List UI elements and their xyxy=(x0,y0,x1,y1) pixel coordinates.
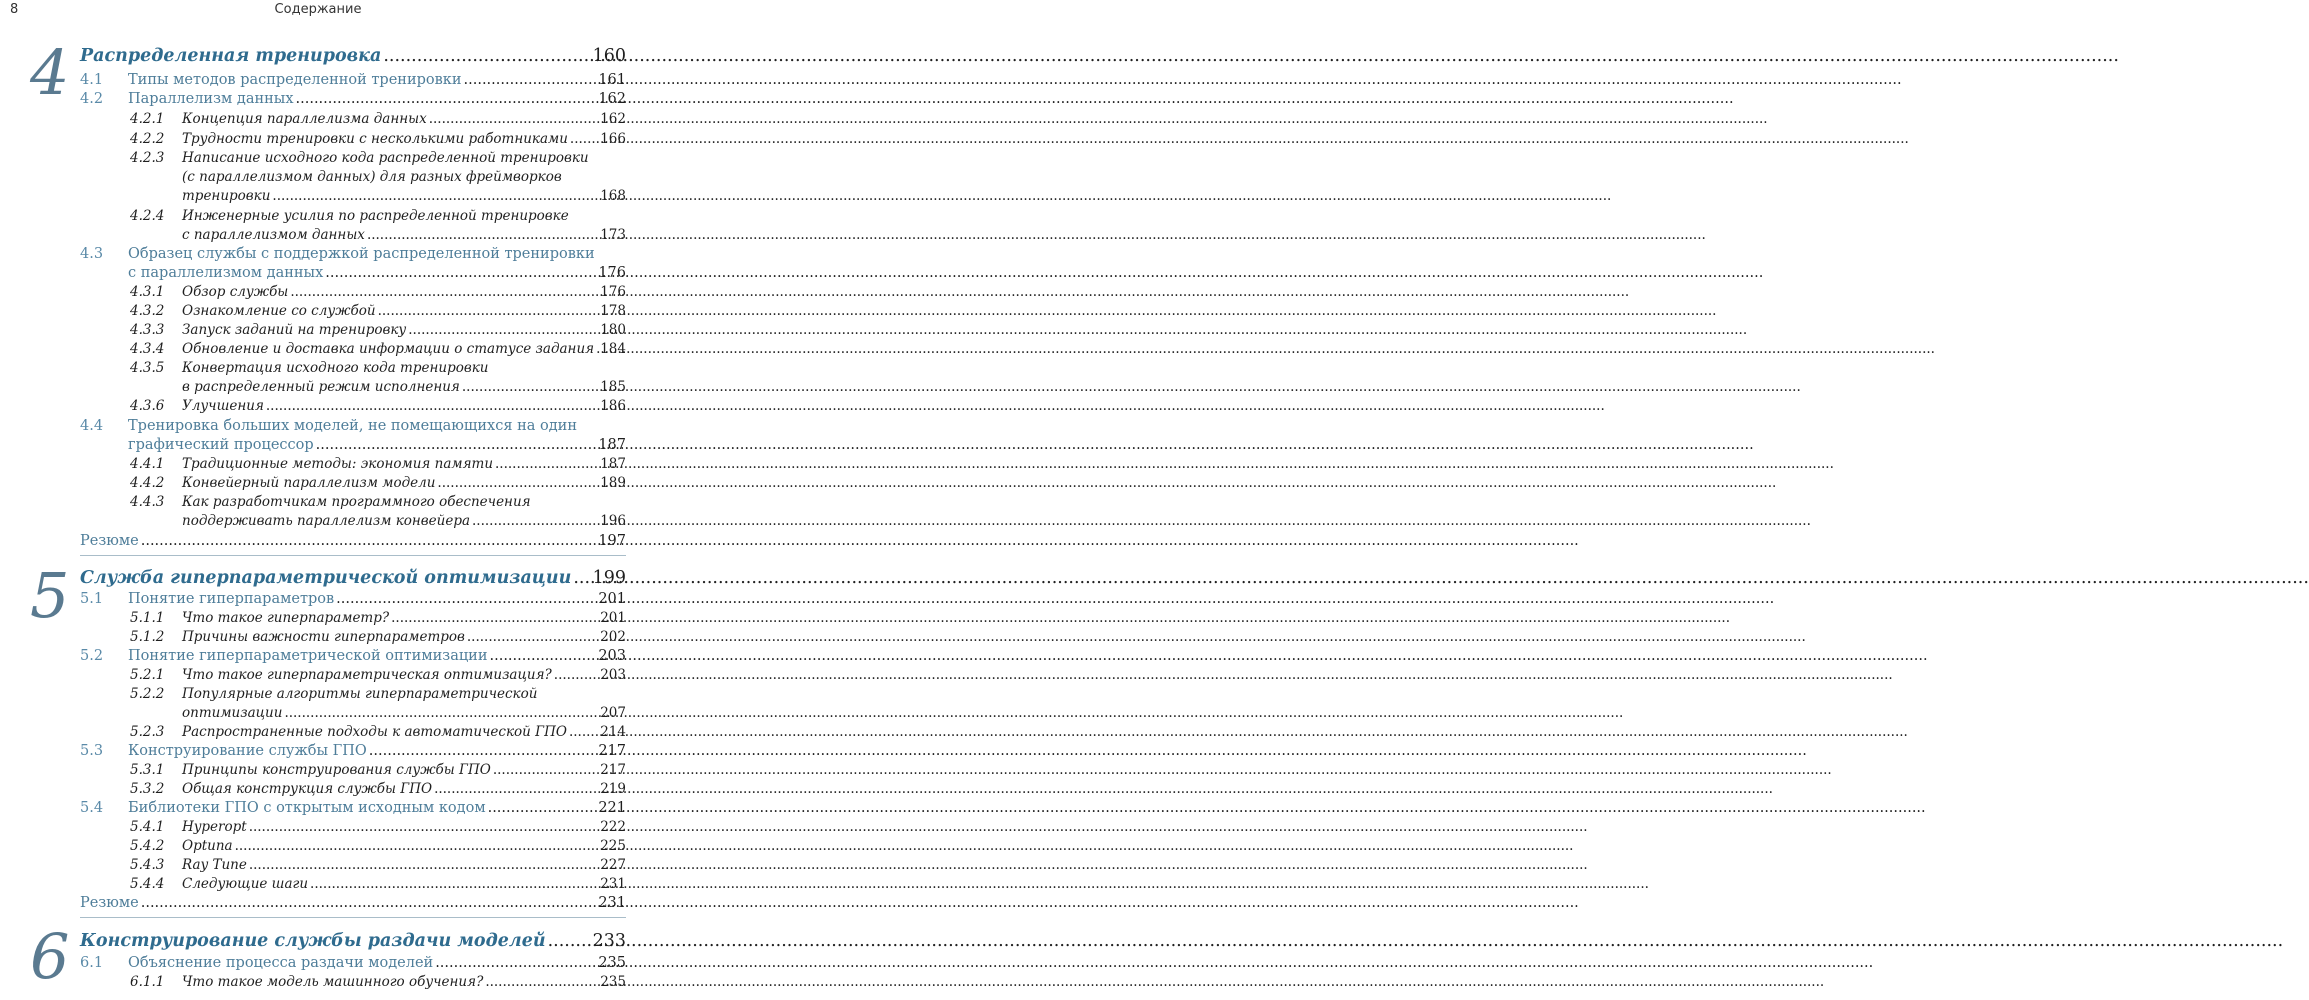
toc-subsection[interactable] xyxy=(182,131,626,147)
page-ref: 173 xyxy=(600,227,626,243)
leader-dots xyxy=(378,303,599,319)
section-divider xyxy=(80,555,626,556)
subsection-title: Трудности тренировки с несколькими работниками xyxy=(182,131,568,147)
section-number: 5.3 xyxy=(80,743,104,759)
leader-dots xyxy=(548,931,591,951)
subsection-number: 5.2.1 xyxy=(130,667,165,683)
section-number: 4.2 xyxy=(80,91,104,107)
subsection-number: 6.1.1 xyxy=(130,974,165,990)
page-ref: 176 xyxy=(600,284,626,300)
page-ref: 203 xyxy=(598,648,626,664)
leader-dots xyxy=(284,705,598,721)
leader-dots xyxy=(408,322,598,338)
subsection-number: 5.4.3 xyxy=(130,857,165,873)
subsection-title-line[interactable]: (с параллелизмом данных) для разных фреймворков xyxy=(182,169,562,185)
section-title-line: с параллелизмом данных xyxy=(128,265,324,281)
subsection-title: Следующие шаги xyxy=(182,876,309,892)
chapter-number-4: 4 xyxy=(30,36,70,109)
toc-subsection[interactable] xyxy=(182,188,626,204)
toc-subsection[interactable] xyxy=(182,724,626,740)
page-ref: 197 xyxy=(598,533,626,549)
summary-title: Резюме xyxy=(80,895,139,911)
section-title-line[interactable]: Образец службы с поддержкой распределенной тренировки xyxy=(128,246,595,262)
subsection-title: Что такое гиперпараметр? xyxy=(182,610,390,626)
page-ref: 189 xyxy=(600,475,626,491)
subsection-number: 5.2.3 xyxy=(130,724,165,740)
page-ref: 185 xyxy=(600,379,626,395)
chapter-title: Конструирование службы раздачи моделей xyxy=(80,931,546,951)
subsection-number: 5.3.2 xyxy=(130,781,165,797)
section-number: 4.1 xyxy=(80,72,104,88)
page-ref: 219 xyxy=(600,781,626,797)
toc-subsection[interactable] xyxy=(182,838,626,854)
toc-section[interactable] xyxy=(128,743,626,759)
leader-dots xyxy=(336,591,596,607)
page-ref: 231 xyxy=(598,895,626,911)
leader-dots xyxy=(569,724,598,740)
toc-subsection[interactable] xyxy=(182,284,626,300)
subsection-title-line: поддерживать параллелизм конвейера xyxy=(182,513,471,529)
toc-section[interactable] xyxy=(128,591,626,607)
section-number: 5.1 xyxy=(80,591,104,607)
subsection-title: Общая конструкция службы ГПО xyxy=(182,781,433,797)
subsection-title: Что такое модель машинного обучения? xyxy=(182,974,484,990)
subsection-title: Optuna xyxy=(182,838,233,854)
leader-dots xyxy=(249,819,599,835)
subsection-number: 4.2.4 xyxy=(130,208,165,224)
subsection-number: 4.4.3 xyxy=(130,494,165,510)
toc-subsection[interactable] xyxy=(182,513,626,529)
subsection-title: Принципы конструирования службы ГПО xyxy=(182,762,491,778)
leader-dots xyxy=(367,227,598,243)
section-title: Объяснение процесса раздачи моделей xyxy=(128,955,434,971)
toc-subsection[interactable] xyxy=(182,303,626,319)
subsection-number: 5.4.2 xyxy=(130,838,165,854)
page-ref: 235 xyxy=(600,974,626,990)
page-ref: 168 xyxy=(600,188,626,204)
toc-subsection[interactable] xyxy=(182,341,626,357)
leader-dots xyxy=(141,895,597,911)
section-title: Библиотеки ГПО с открытым исходным кодом xyxy=(128,800,486,816)
toc-subsection[interactable] xyxy=(182,322,626,338)
toc-subsection[interactable] xyxy=(182,111,626,127)
section-title: Типы методов распределенной тренировки xyxy=(128,72,462,88)
leader-dots xyxy=(490,648,597,664)
page-ref: 221 xyxy=(598,800,626,816)
subsection-title: Что такое гиперпараметрическая оптимизация? xyxy=(182,667,552,683)
page-ref: 207 xyxy=(600,705,626,721)
leader-dots xyxy=(464,72,597,88)
subsection-number: 5.4.1 xyxy=(130,819,165,835)
subsection-title: Ray Tune xyxy=(182,857,247,873)
subsection-title-line[interactable]: Написание исходного кода распределенной тренировки xyxy=(182,150,589,166)
subsection-title: Hyperopt xyxy=(182,819,247,835)
subsection-title-line: в распределенный режим исполнения xyxy=(182,379,460,395)
section-title: Понятие гиперпараметрической оптимизации xyxy=(128,648,488,664)
page-ref: 178 xyxy=(600,303,626,319)
page-ref: 235 xyxy=(598,955,626,971)
toc-subsection[interactable] xyxy=(182,610,626,626)
subsection-number: 4.2.3 xyxy=(130,150,165,166)
subsection-title-line: тренировки xyxy=(182,188,271,204)
subsection-title-line: с параллелизмом данных xyxy=(182,227,365,243)
leader-dots xyxy=(325,265,596,281)
page-ref: 196 xyxy=(600,513,626,529)
section-title: Параллелизм данных xyxy=(128,91,294,107)
toc-section[interactable] xyxy=(128,800,626,816)
page-header xyxy=(0,0,636,24)
page-ref: 161 xyxy=(598,72,626,88)
running-title: Содержание xyxy=(274,2,362,17)
page-ref: 180 xyxy=(600,322,626,338)
subsection-number: 4.4.2 xyxy=(130,475,165,491)
subsection-title: Причины важности гиперпараметров xyxy=(182,629,465,645)
leader-dots xyxy=(296,91,597,107)
subsection-number: 5.1.2 xyxy=(130,629,165,645)
page-ref: 186 xyxy=(600,398,626,414)
summary-title: Резюме xyxy=(80,533,139,549)
toc-subsection[interactable] xyxy=(182,227,626,243)
subsection-number: 5.2.2 xyxy=(130,686,165,702)
page-ref: 231 xyxy=(600,876,626,892)
toc-subsection[interactable] xyxy=(182,398,626,414)
toc-subsection[interactable] xyxy=(182,819,626,835)
leader-dots xyxy=(249,857,598,873)
toc-section[interactable] xyxy=(128,437,626,453)
toc-subsection[interactable] xyxy=(182,762,626,778)
leader-dots xyxy=(235,838,599,854)
leader-dots xyxy=(316,437,597,453)
subsection-number: 4.2.1 xyxy=(130,111,165,127)
leader-dots xyxy=(310,876,598,892)
leader-dots xyxy=(472,513,598,529)
leader-dots xyxy=(391,610,598,626)
section-title-line: графический процессор xyxy=(128,437,314,453)
leader-dots xyxy=(141,533,597,549)
subsection-number: 5.1.1 xyxy=(130,610,165,626)
leader-dots xyxy=(554,667,598,683)
toc-section[interactable] xyxy=(128,91,626,107)
page-ref: 201 xyxy=(600,610,626,626)
leader-dots xyxy=(493,762,598,778)
chapter-number-6: 6 xyxy=(30,920,70,993)
toc-subsection[interactable] xyxy=(182,876,626,892)
subsection-title: Запуск заданий на тренировку xyxy=(182,322,407,338)
subsection-title-line: оптимизации xyxy=(182,705,283,721)
page-number: 8 xyxy=(10,2,19,17)
subsection-title: Улучшения xyxy=(182,398,264,414)
subsection-title-line[interactable]: Как разработчикам программного обеспечения xyxy=(182,494,531,510)
page-ref: 233 xyxy=(592,931,626,951)
toc-section[interactable] xyxy=(128,955,626,971)
page-ref: 227 xyxy=(600,857,626,873)
toc-subsection[interactable] xyxy=(182,705,626,721)
toc-subsection[interactable] xyxy=(182,974,626,990)
leader-dots xyxy=(429,111,599,127)
subsection-title: Обновление и доставка информации о статусе задания xyxy=(182,341,595,357)
subsection-number: 4.3.3 xyxy=(130,322,165,338)
subsection-title: Распространенные подходы к автоматической ГПО xyxy=(182,724,567,740)
subsection-number: 4.2.2 xyxy=(130,131,165,147)
toc-subsection[interactable] xyxy=(182,456,626,472)
leader-dots xyxy=(485,974,598,990)
toc-subsection[interactable] xyxy=(182,781,626,797)
subsection-title-line[interactable]: Инженерные усилия по распределенной тренировке xyxy=(182,208,569,224)
page-ref: 176 xyxy=(598,265,626,281)
page-ref: 222 xyxy=(600,819,626,835)
subsection-title: Ознакомление со службой xyxy=(182,303,376,319)
page-ref: 199 xyxy=(592,568,626,588)
page-ref: 162 xyxy=(598,91,626,107)
subsection-number: 4.3.4 xyxy=(130,341,165,357)
section-number: 4.3 xyxy=(80,246,104,262)
section-title: Конструирование службы ГПО xyxy=(128,743,367,759)
toc-subsection[interactable] xyxy=(182,629,626,645)
subsection-title: Конвейерный параллелизм модели xyxy=(182,475,436,491)
subsection-title-line[interactable]: Популярные алгоритмы гиперпараметрической xyxy=(182,686,538,702)
section-divider xyxy=(80,917,626,918)
chapter-title: Служба гиперпараметрической оптимизации xyxy=(80,568,572,588)
leader-dots xyxy=(596,341,598,357)
page-ref: 184 xyxy=(600,341,626,357)
section-number: 6.1 xyxy=(80,955,104,971)
chapter-title: Распределенная тренировка xyxy=(80,46,382,66)
toc-section[interactable] xyxy=(128,648,626,664)
toc-subsection[interactable] xyxy=(182,857,626,873)
chapter-4-title-line[interactable] xyxy=(80,46,626,66)
page-ref: 217 xyxy=(600,762,626,778)
leader-dots xyxy=(467,629,598,645)
leader-dots xyxy=(437,475,598,491)
leader-dots xyxy=(290,284,598,300)
toc-subsection[interactable] xyxy=(182,379,626,395)
page-ref: 225 xyxy=(600,838,626,854)
page-ref: 202 xyxy=(600,629,626,645)
page-ref: 203 xyxy=(600,667,626,683)
subsection-number: 4.3.2 xyxy=(130,303,165,319)
section-number: 5.2 xyxy=(80,648,104,664)
section-number: 5.4 xyxy=(80,800,104,816)
leader-dots xyxy=(495,456,598,472)
chapter-6-title-line[interactable] xyxy=(80,931,626,951)
leader-dots xyxy=(369,743,597,759)
toc-subsection[interactable] xyxy=(182,475,626,491)
section-title-line[interactable]: Тренировка больших моделей, не помещающихся на один xyxy=(128,418,578,434)
toc-subsection[interactable] xyxy=(182,667,626,683)
page-ref: 160 xyxy=(592,46,626,66)
page-ref: 201 xyxy=(598,591,626,607)
chapter-number-5: 5 xyxy=(30,559,70,632)
leader-dots xyxy=(383,46,590,66)
leader-dots xyxy=(462,379,598,395)
subsection-title-line[interactable]: Конвертация исходного кода тренировки xyxy=(182,360,489,376)
subsection-number: 4.3.5 xyxy=(130,360,165,376)
toc-summary[interactable] xyxy=(80,533,626,549)
subsection-number: 4.3.1 xyxy=(130,284,165,300)
subsection-title: Традиционные методы: экономия памяти xyxy=(182,456,494,472)
subsection-number: 5.3.1 xyxy=(130,762,165,778)
page-ref: 187 xyxy=(600,456,626,472)
toc-section[interactable] xyxy=(128,265,626,281)
toc-summary[interactable] xyxy=(80,895,626,911)
leader-dots xyxy=(488,800,597,816)
leader-dots xyxy=(266,398,598,414)
leader-dots xyxy=(434,781,598,797)
page-ref: 166 xyxy=(600,131,626,147)
section-title: Понятие гиперпараметров xyxy=(128,591,335,607)
chapter-5-title-line[interactable] xyxy=(80,568,626,588)
leader-dots xyxy=(570,131,598,147)
subsection-number: 4.3.6 xyxy=(130,398,165,414)
subsection-title: Обзор службы xyxy=(182,284,289,300)
toc-section[interactable] xyxy=(128,72,626,88)
leader-dots xyxy=(272,188,598,204)
subsection-title: Концепция параллелизма данных xyxy=(182,111,427,127)
page-ref: 187 xyxy=(598,437,626,453)
subsection-number: 4.4.1 xyxy=(130,456,165,472)
page-ref: 214 xyxy=(600,724,626,740)
section-number: 4.4 xyxy=(80,418,104,434)
leader-dots xyxy=(435,955,596,971)
leader-dots xyxy=(573,568,590,588)
subsection-number: 5.4.4 xyxy=(130,876,165,892)
page-ref: 217 xyxy=(598,743,626,759)
page-ref: 162 xyxy=(600,111,626,127)
